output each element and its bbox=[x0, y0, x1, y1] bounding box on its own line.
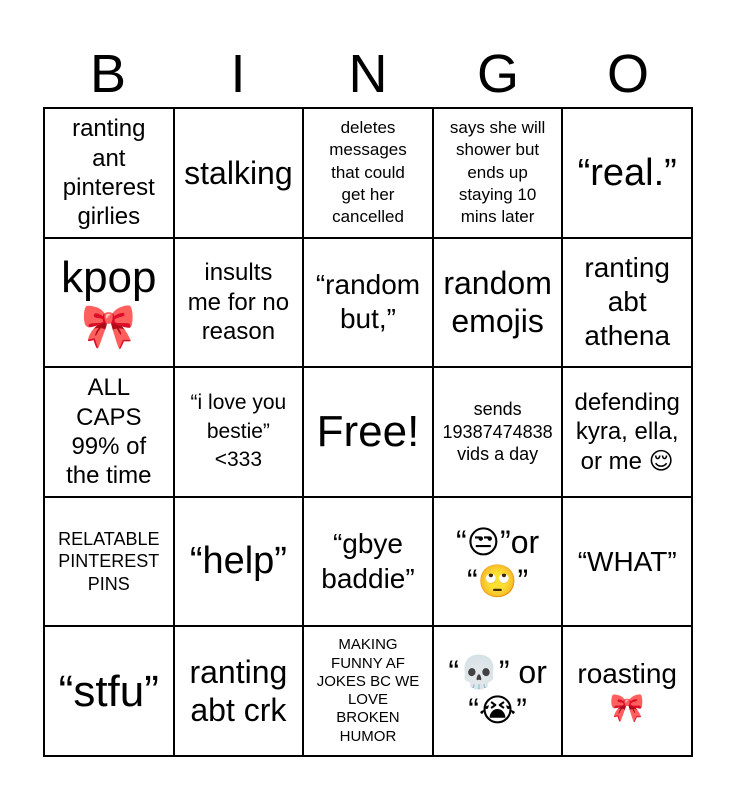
bingo-cell[interactable] bbox=[433, 367, 563, 497]
bingo-cell[interactable] bbox=[303, 108, 433, 238]
bingo-cell[interactable] bbox=[303, 238, 433, 368]
bingo-cell[interactable] bbox=[174, 497, 304, 627]
bingo-header bbox=[43, 40, 693, 108]
cell-text: “help” bbox=[189, 540, 287, 583]
bingo-cell[interactable] bbox=[44, 238, 174, 368]
bingo-cell[interactable] bbox=[174, 367, 304, 497]
bingo-cell[interactable] bbox=[44, 497, 174, 627]
header-letter-o: O bbox=[606, 44, 649, 104]
bingo-cell[interactable] bbox=[303, 497, 433, 627]
bingo-cell[interactable] bbox=[303, 626, 433, 756]
cell-text: ranting abt crk bbox=[189, 653, 288, 729]
cell-text: “WHAT” bbox=[577, 545, 677, 577]
cell-text: random emojis bbox=[443, 265, 552, 340]
cell-text: ranting ant pinterest girlies bbox=[62, 115, 155, 231]
cell-text: “gbye baddie” bbox=[321, 528, 415, 594]
bingo-cell[interactable] bbox=[562, 626, 692, 756]
cell-text: roasting 🎀 bbox=[577, 658, 677, 724]
bingo-cell[interactable] bbox=[174, 238, 304, 368]
bingo-board bbox=[43, 107, 693, 757]
cell-text: insults me for no reason bbox=[187, 259, 290, 346]
free-space[interactable] bbox=[303, 367, 433, 497]
bingo-cell[interactable] bbox=[174, 108, 304, 238]
cell-text: deletes messages that could get her cancelled bbox=[329, 117, 407, 227]
cell-text: stalking bbox=[184, 154, 293, 191]
cell-text: “stfu” bbox=[58, 666, 159, 716]
bingo-cell[interactable] bbox=[562, 238, 692, 368]
header-letter-n: N bbox=[348, 44, 388, 104]
cell-text: RELATABLE PINTEREST PINS bbox=[58, 528, 160, 594]
bingo-cell[interactable] bbox=[433, 238, 563, 368]
cell-text: ALL CAPS 99% of the time bbox=[66, 374, 152, 490]
bingo-cell[interactable] bbox=[562, 367, 692, 497]
bingo-cell[interactable] bbox=[44, 108, 174, 238]
cell-text: defending kyra, ella, or me 😌 bbox=[574, 389, 680, 475]
bingo-cell[interactable] bbox=[44, 626, 174, 756]
cell-text: sends 19387474838 vids a day bbox=[442, 399, 553, 465]
cell-text: “😒”or “🙄” bbox=[456, 524, 540, 599]
header-letter-i: I bbox=[230, 44, 246, 104]
cell-text: MAKING FUNNY AF JOKES BC WE LOVE BROKEN HUMOR bbox=[316, 636, 420, 745]
cell-text: Free! bbox=[316, 407, 420, 457]
cell-text: “💀” or “😭” bbox=[448, 653, 547, 729]
header-letter-b: B bbox=[89, 44, 127, 104]
bingo-cell[interactable] bbox=[433, 626, 563, 756]
bingo-cell[interactable] bbox=[433, 497, 563, 627]
cell-text: ranting abt athena bbox=[584, 252, 671, 352]
bingo-cell[interactable] bbox=[174, 626, 304, 756]
bingo-cell[interactable] bbox=[562, 497, 692, 627]
bingo-cell[interactable] bbox=[562, 108, 692, 238]
cell-text: “real.” bbox=[577, 151, 677, 194]
cell-text: says she will shower but ends up staying 10 mins later bbox=[449, 117, 546, 227]
cell-text: “random but,” bbox=[315, 269, 421, 335]
cell-text: “i love you bestie” <333 bbox=[190, 391, 287, 472]
cell-text: kpop 🎀 bbox=[61, 253, 157, 352]
header-letter-g: G bbox=[476, 44, 519, 104]
bingo-cell[interactable] bbox=[44, 367, 174, 497]
bingo-cell[interactable] bbox=[433, 108, 563, 238]
